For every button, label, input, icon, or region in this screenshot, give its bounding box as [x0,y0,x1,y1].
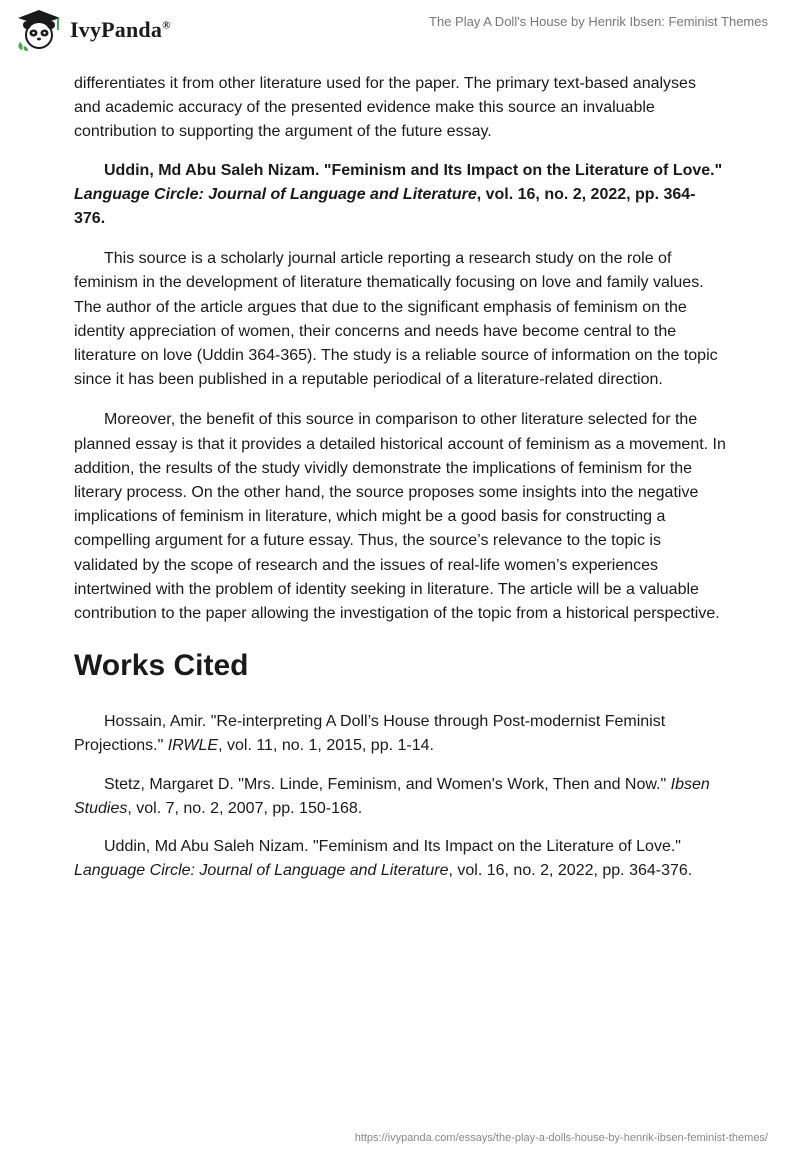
source-heading: Uddin, Md Abu Saleh Nizam. "Feminism and Its Impact on the Literature of Love." Language Circle: Journal of Language and Literature, vol. 16, no. 2, 2022, pp. 364-376. [74,161,723,228]
paragraph-continued: differentiates it from other literature used for the paper. The primary text-based analyses and academic accuracy of the presented evidence make this source an invaluable contribution to supporting the argument of the future essay. [74,75,696,141]
footer-source-url[interactable]: https://ivypanda.com/essays/the-play-a-dolls-house-by-henrik-ibsen-feminist-themes/ [354,1132,768,1144]
works-cited-heading: Works Cited [74,649,249,683]
works-cited-entry: Stetz, Margaret D. "Mrs. Linde, Feminism, and Women's Work, Then and Now." Ibsen Studies, vol. 7, no. 2, 2007, pp. 150-168. [74,775,710,817]
brand-name: IvyPanda® [70,17,171,42]
essay-content [74,72,726,883]
logo[interactable] [14,8,171,52]
document-title: The Play A Doll's House by Henrik Ibsen: Feminist Themes [429,14,768,29]
works-cited-entry: Uddin, Md Abu Saleh Nizam. "Feminism and Its Impact on the Literature of Love." Language Circle: Journal of Language and Literature, vol. 16, no. 2, 2022, pp. 364-376. [74,838,693,880]
works-cited-entry: Hossain, Amir. "Re-interpreting A Doll’s House through Post-modernist Feminist Projections." IRWLE, vol. 11, no. 1, 2015, pp. 1-14. [74,713,666,755]
paragraph-source-description: This source is a scholarly journal article reporting a research study on the role of feminism in the development of literature thematically focusing on love and family values. The author of the article argues that due to the significant emphasis of feminism on the identity appreciation of women, their concerns and needs have become central to the literature on love (Uddin 364-365). The study is a reliable source of information on the topic since it has been published in a reputable periodical of a literature-related direction. [74,250,718,389]
paragraph-source-benefit: Moreover, the benefit of this source in comparison to other literature selected for the planned essay is that it provides a detailed historical account of feminism as a movement. In addition, the results of the study vividly demonstrate the implications of feminism for the literary process. On the other hand, the source proposes some insights into the negative implications of feminism in literature, which might be a good basis for constructing a compelling argument for a future essay. Thus, the source’s relevance to the topic is validated by the scope of research and the issues of real-life women’s experiences intertwined with the problem of identity seeking in literature. The article will be a valuable contribution to the paper allowing the investigation of the topic from a historical perspective. [74,411,726,623]
page-header [0,0,800,70]
panda-logo-icon [14,8,64,52]
